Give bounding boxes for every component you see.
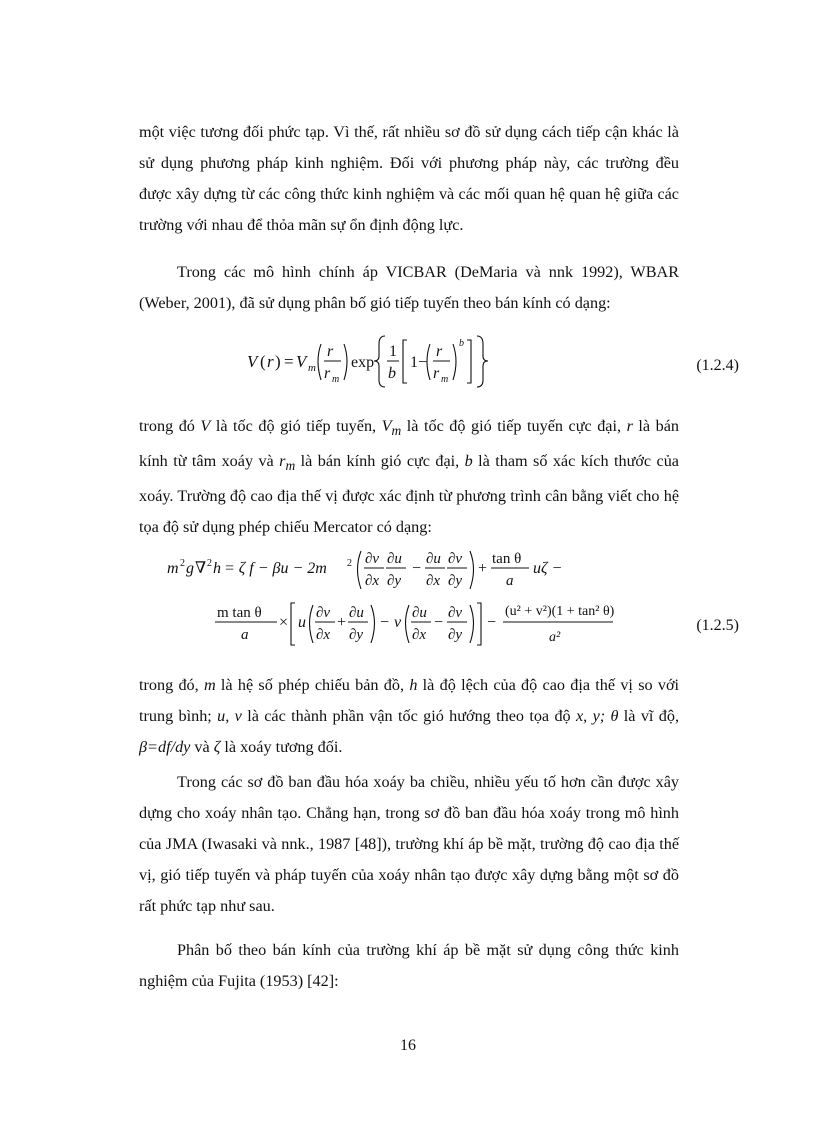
svg-text:a: a [506, 573, 514, 589]
svg-text:∂u: ∂u [412, 605, 427, 621]
equation-number-1-2-5: (1.2.5) [696, 617, 739, 634]
svg-text:∂x: ∂x [426, 573, 441, 589]
svg-text:V: V [296, 352, 307, 371]
equation-number-1-2-4: (1.2.4) [696, 357, 739, 374]
svg-text:2: 2 [347, 558, 352, 569]
paragraph-4: trong đó, m là hệ số phép chiếu bản đồ, h là độ lệch của độ cao địa thế vị so với trung bình; u, v là các thành phần vận tốc gió hướng theo tọa độ x, y; θ là vĩ độ, β=df/dy và ζ là xoáy tương đối. [139, 676, 680, 756]
equation-1-2-4 [245, 330, 545, 394]
svg-text:tan θ: tan θ [492, 551, 522, 567]
svg-text:∂x: ∂x [316, 627, 331, 643]
svg-text:a: a [241, 627, 249, 643]
svg-text:−: − [434, 614, 444, 631]
svg-text:uζ −: uζ − [533, 560, 563, 577]
svg-text:1−: 1− [410, 354, 428, 371]
svg-text:∂x: ∂x [365, 573, 380, 589]
svg-text:r: r [436, 343, 443, 360]
svg-text:v: v [394, 614, 402, 631]
svg-text:m: m [332, 374, 340, 385]
svg-text:= ζ f − βu − 2m: = ζ f − βu − 2m [224, 560, 327, 577]
svg-text:+: + [478, 560, 488, 577]
paragraph-6: Phân bố theo bán kính của trường khí áp bề mặt sử dụng công thức kinh nghiệm của Fujita (1953) [42]: [139, 941, 679, 990]
svg-text:∂y: ∂y [387, 573, 402, 589]
svg-text:exp: exp [351, 354, 375, 371]
svg-text:∂x: ∂x [412, 627, 427, 643]
equation-1-2-5 [165, 545, 625, 661]
svg-text:h: h [213, 560, 221, 577]
page-number: 16 [400, 1037, 416, 1054]
paragraph-5: Trong các sơ đồ ban đầu hóa xoáy ba chiều, nhiều yếu tố hơn cần được xây dựng cho xoáy nhân tạo. Chẳng hạn, trong sơ đồ ban đầu hóa xoáy trong mô hình của JMA (Iwasaki và nnk., 1987 [48]), trường khí áp bề mặt, trường độ cao địa thế vị, gió tiếp tuyến và pháp tuyến của xoáy nhân tạo được xây dựng bằng một sơ đồ rất phức tạp như sau. [139, 773, 679, 915]
svg-text:m: m [167, 560, 179, 577]
svg-text:g: g [186, 560, 194, 577]
svg-text:b: b [388, 365, 396, 382]
svg-text:1: 1 [389, 343, 397, 360]
svg-text:a²: a² [549, 630, 561, 645]
svg-text:−: − [412, 560, 422, 577]
svg-text:m tan θ: m tan θ [217, 605, 262, 621]
eq1-equals: = [284, 352, 294, 371]
svg-text:∂v: ∂v [365, 551, 380, 567]
paragraph-3: trong đó V là tốc độ gió tiếp tuyến, $V_m$ là tốc độ gió tiếp tuyến cực đại, r là bán kính từ tâm xoáy và $r_m$ là bán kính gió cực đại, b là tham số xác kích thước của xoáy. Trường độ cao địa thế vị được xác định từ phương trình cân bằng viết cho hệ tọa độ sử dụng phép chiếu Mercator có dạng: [139, 417, 679, 537]
svg-text:∂v: ∂v [448, 605, 463, 621]
svg-text:2: 2 [207, 558, 212, 569]
svg-text:m: m [441, 374, 449, 385]
svg-text:r: r [433, 365, 440, 382]
svg-text:∂u: ∂u [387, 551, 402, 567]
eq1-r: r [267, 352, 274, 371]
svg-text:r: r [324, 365, 331, 382]
svg-text:r: r [327, 343, 334, 360]
svg-text:∂y: ∂y [448, 573, 463, 589]
svg-text:m: m [308, 362, 316, 374]
svg-text:b: b [459, 338, 464, 349]
svg-text:−: − [380, 614, 390, 631]
svg-text:(u² + v²)(1 + tan² θ): (u² + v²)(1 + tan² θ) [505, 604, 615, 619]
svg-text:∂u: ∂u [349, 605, 364, 621]
paragraph-1: một việc tương đối phức tạp. Vì thế, rất nhiều sơ đồ sử dụng cách tiếp cận khác là sử dụng phương pháp kinh nghiệm. Đối với phương pháp này, các trường đều được xây dựng từ các công thức kinh nghiệm và các mối quan hệ quan hệ giữa các trường với nhau để thỏa mãn sự ổn định động lực. [139, 123, 679, 234]
svg-text:∇: ∇ [195, 560, 207, 577]
paragraph-2: Trong các mô hình chính áp VICBAR (DeMaria và nnk 1992), WBAR (Weber, 2001), đã sử dụng phân bố gió tiếp tuyến theo bán kính có dạng: [139, 263, 679, 312]
svg-text:∂y: ∂y [448, 627, 463, 643]
svg-text:∂v: ∂v [448, 551, 463, 567]
svg-text:2: 2 [180, 558, 185, 569]
svg-text:∂y: ∂y [349, 627, 364, 643]
svg-text:+: + [337, 614, 347, 631]
svg-text:u: u [298, 614, 306, 631]
eq1-lhs: V [247, 352, 258, 371]
svg-text:): ) [275, 352, 281, 371]
svg-text:×: × [279, 614, 289, 631]
svg-text:∂u: ∂u [426, 551, 441, 567]
svg-text:(: ( [260, 352, 266, 371]
svg-text:−: − [487, 614, 497, 631]
svg-text:∂v: ∂v [316, 605, 331, 621]
